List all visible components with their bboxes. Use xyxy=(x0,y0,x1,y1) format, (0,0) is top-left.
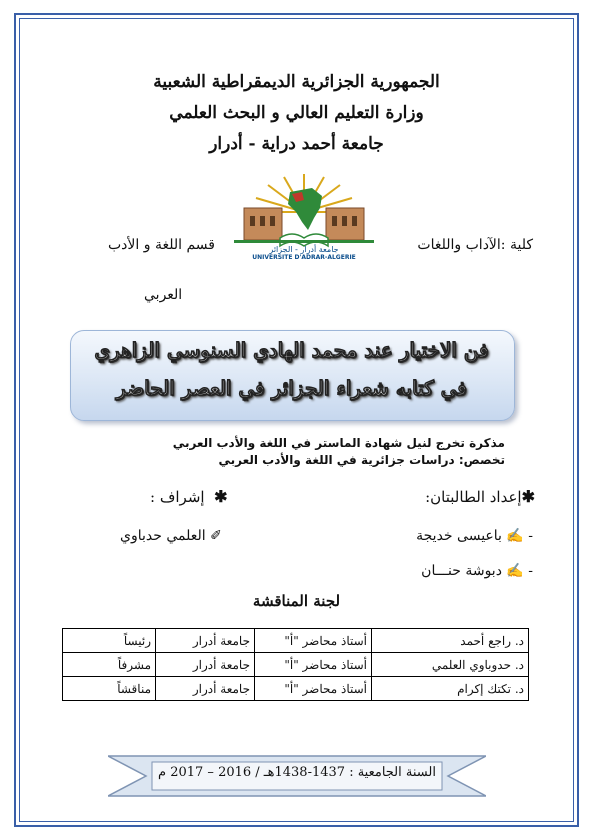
member-name: د. تكتك إكرام xyxy=(372,677,529,701)
table-row xyxy=(63,653,529,677)
memo-degree: مذكرة تخرج لنيل شهادة الماستر في اللغة والأدب العربي xyxy=(172,436,505,450)
member-name: د. راجع أحمد xyxy=(372,629,529,653)
university-logo xyxy=(230,172,378,266)
faculty-label: كلية :الآداب واللغات xyxy=(417,237,533,253)
member-role: مناقشاً xyxy=(63,677,156,701)
ministry-heading: وزارة التعليم العالي و البحث العلمي xyxy=(169,103,424,123)
department-label-continued: العربي xyxy=(144,287,183,303)
prepared-by xyxy=(425,487,535,506)
committee-table xyxy=(62,628,529,701)
member-role: مشرفاً xyxy=(63,653,156,677)
table-row xyxy=(63,629,529,653)
member-university: جامعة أدرار xyxy=(156,653,255,677)
member-role: رئيساً xyxy=(63,629,156,653)
thesis-title-line1: فن الاختيار عند محمد الهادي السنوسي الزاهري xyxy=(94,338,489,362)
supervision xyxy=(150,487,228,506)
memo-specialty: تخصص: دراسات جزائرية في اللغة والأدب العربي xyxy=(218,453,505,467)
supervisor-name: ✐ العلمي حدباوي xyxy=(120,528,222,544)
student-name-1: - ✍ باعيسى خديجة xyxy=(416,528,533,544)
member-name: د. حدوباوي العلمي xyxy=(372,653,529,677)
thesis-title-line2: في كتابه شعراء الجزائر في العصر الحاضر xyxy=(116,376,467,400)
logo-arabic-name: جامعة أدرار - الجزائر xyxy=(269,245,339,254)
star-icon: ✱ xyxy=(521,487,535,506)
member-university: جامعة أدرار xyxy=(156,629,255,653)
star-icon: ✱ xyxy=(214,487,228,506)
logo-latin-name: UNIVERSITE D'ADRAR-ALGERIE xyxy=(252,254,356,261)
student-name-2: - ✍ دبوشة حنـــان xyxy=(421,563,533,579)
table-row xyxy=(63,677,529,701)
member-rank: أستاذ محاضر "أ" xyxy=(255,677,372,701)
academic-year: السنة الجامعية : 1437-1438هـ / 2016 – 2017 م xyxy=(158,765,436,780)
supervision-label: إشراف : xyxy=(150,488,205,506)
left-building-icon xyxy=(244,208,282,240)
university-heading: جامعة أحمد دراية - أدرار xyxy=(209,134,384,154)
department-label: قسم اللغة و الأدب xyxy=(108,237,215,253)
committee-title: لجنة المناقشة xyxy=(252,592,341,610)
prepared-by-label: إعداد الطالبتان: xyxy=(425,488,522,506)
member-rank: أستاذ محاضر "أ" xyxy=(255,629,372,653)
member-rank: أستاذ محاضر "أ" xyxy=(255,653,372,677)
republic-heading: الجمهورية الجزائرية الديمقراطية الشعبية xyxy=(153,72,440,92)
member-university: جامعة أدرار xyxy=(156,677,255,701)
right-building-icon xyxy=(326,208,364,240)
